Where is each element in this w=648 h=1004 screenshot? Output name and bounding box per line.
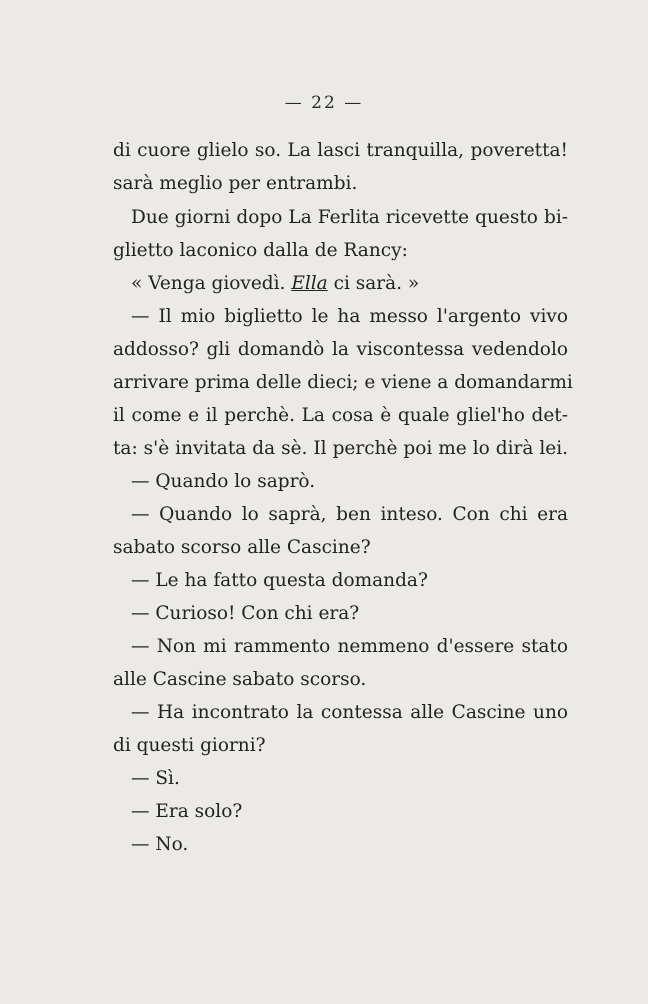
text-line: — Ha incontrato la contessa alle Cascine uno [131, 702, 568, 723]
text-line: di cuore glielo so. La lasci tranquilla, poveretta! [113, 140, 568, 161]
text-line: sarà meglio per entrambi. [113, 173, 358, 194]
text-line: arrivare prima delle dieci; e viene a domandarmi [113, 372, 573, 393]
text-line: — No. [131, 834, 189, 855]
text-line: ta: s'è invitata da sè. Il perchè poi me lo dirà lei. [113, 438, 568, 459]
text-line-quote [113, 271, 568, 297]
text-line: — Quando lo saprò. [131, 471, 316, 492]
text-line: il come e il perchè. La cosa è quale gliel'ho det- [113, 405, 568, 426]
text-line: di questi giorni? [113, 735, 266, 756]
page-number: — 22 — [284, 93, 364, 113]
text-line: — Curioso! Con chi era? [131, 603, 360, 624]
quote-emphasis: Ella [291, 273, 328, 294]
text-line: addosso? gli domandò la viscontessa vedendolo [113, 339, 568, 360]
text-line: — Quando lo saprà, ben inteso. Con chi era [131, 504, 568, 525]
text-line: — Sì. [131, 768, 180, 789]
text-line: — Le ha fatto questa domanda? [131, 570, 428, 591]
text-line: glietto laconico dalla de Rancy: [113, 240, 408, 261]
text-line: — Il mio biglietto le ha messo l'argento vivo [131, 306, 568, 327]
quote-start: « Venga giovedì. [131, 273, 286, 294]
quote-end: ci sarà. » [333, 273, 420, 294]
text-line: alle Cascine sabato scorso. [113, 669, 367, 690]
text-line: sabato scorso alle Cascine? [113, 537, 371, 558]
text-line: Due giorni dopo La Ferlita ricevette questo bi- [131, 207, 568, 228]
text-line: — Era solo? [131, 801, 243, 822]
text-line: — Non mi rammento nemmeno d'essere stato [131, 636, 568, 657]
